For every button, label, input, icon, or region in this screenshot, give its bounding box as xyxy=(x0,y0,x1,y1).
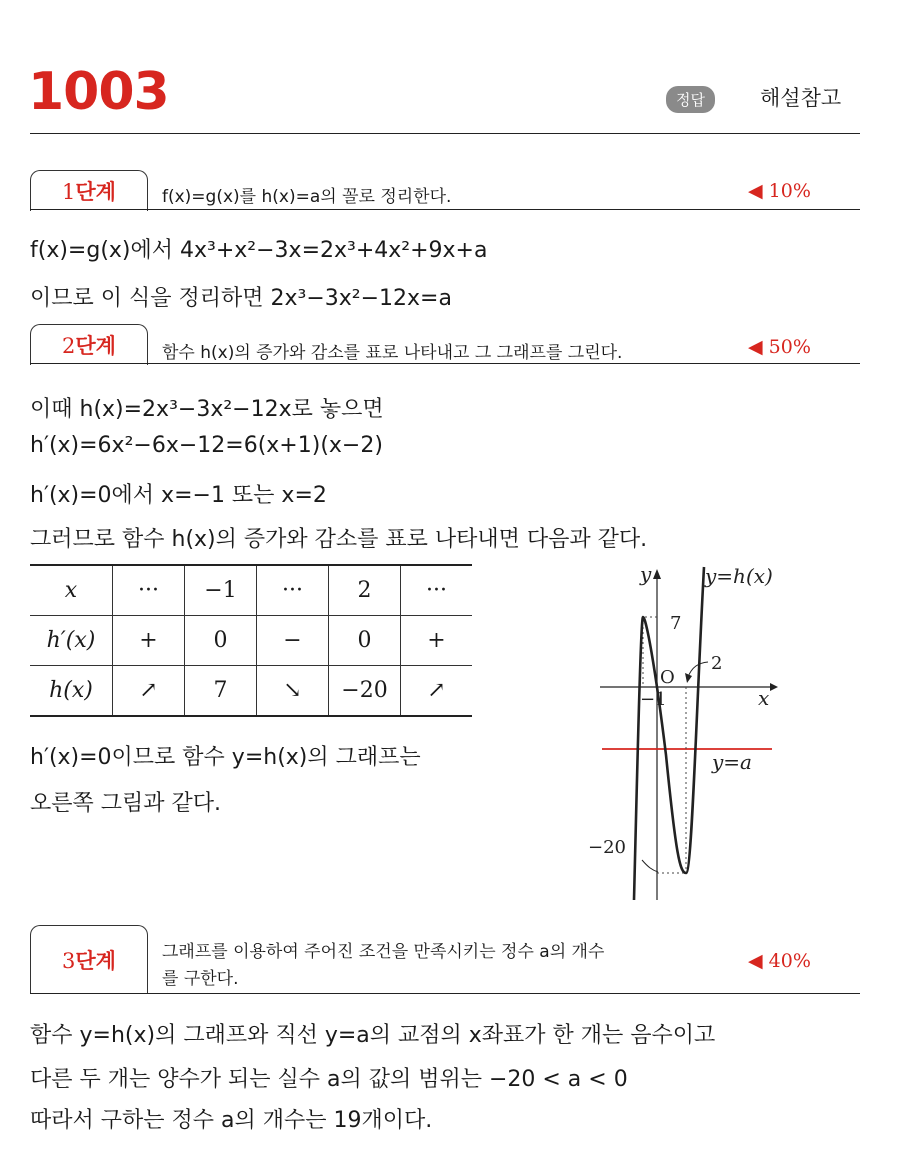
step1-line1: f(x)=g(x)에서 4x³+x²−3x=2x³+4x²+9x+a xyxy=(30,238,488,263)
step2-line1: 이때 h(x)=2x³−3x²−12x로 놓으면 xyxy=(30,397,384,422)
y-axis-arrow xyxy=(653,569,661,579)
step3-label: 3단계 xyxy=(62,949,116,973)
step2-label: 2단계 xyxy=(62,334,116,358)
step3-percent: ◀ 40% xyxy=(748,950,811,972)
table-cell: ··· xyxy=(113,565,185,616)
table-cell: h′(x) xyxy=(30,616,113,666)
variation-table xyxy=(30,564,472,717)
table-cell: ↗ xyxy=(401,666,473,717)
step2-label-box xyxy=(30,324,148,365)
step1-percent: ◀ 10% xyxy=(748,180,811,202)
step2-after-line2: 오른쪽 그림과 같다. xyxy=(30,791,221,816)
step1-description: f(x)=g(x)를 h(x)=a의 꼴로 정리한다. xyxy=(162,187,452,207)
table-cell: − xyxy=(257,616,329,666)
curve-label: y=h(x) xyxy=(705,564,773,588)
table-cell: 0 xyxy=(185,616,257,666)
answer-text: 해설참고 xyxy=(760,86,842,110)
min-value-label: −20 xyxy=(588,837,626,858)
answer-badge: 정답 xyxy=(666,86,715,113)
table-cell: + xyxy=(113,616,185,666)
step3-description-line1: 그래프를 이용하여 주어진 조건을 만족시키는 정수 a의 개수 xyxy=(162,942,605,962)
x-minus1-label: −1 xyxy=(640,689,667,710)
origin-label: O xyxy=(660,667,675,688)
table-cell: ··· xyxy=(257,565,329,616)
step3-label-box xyxy=(30,925,148,994)
step2-line2: h′(x)=6x²−6x−12=6(x+1)(x−2) xyxy=(30,433,383,458)
step3-divider xyxy=(30,993,860,994)
step3-line2: 다른 두 개는 양수가 되는 실수 a의 값의 범위는 −20 < a < 0 xyxy=(30,1067,628,1092)
table-row xyxy=(30,616,472,666)
table-cell: ↗ xyxy=(113,666,185,717)
problem-number: 1003 xyxy=(28,62,169,122)
table-cell: −1 xyxy=(185,565,257,616)
step2-line3: h′(x)=0에서 x=−1 또는 x=2 xyxy=(30,483,327,508)
table-cell: ↘ xyxy=(257,666,329,717)
step2-divider xyxy=(30,363,860,364)
table-cell: x xyxy=(30,565,113,616)
curve-h xyxy=(634,567,704,900)
step1-divider xyxy=(30,209,860,210)
table-row xyxy=(30,565,472,616)
line-label: y=a xyxy=(712,750,752,774)
table-cell: ··· xyxy=(401,565,473,616)
table-cell: 0 xyxy=(329,616,401,666)
step3-line1: 함수 y=h(x)의 그래프와 직선 y=a의 교점의 x좌표가 한 개는 음수이고 xyxy=(30,1023,716,1048)
function-graph xyxy=(580,555,870,905)
table-cell: + xyxy=(401,616,473,666)
step2-percent: ◀ 50% xyxy=(748,336,811,358)
label-arrow xyxy=(642,860,658,872)
step1-label-box xyxy=(30,170,148,211)
step1-label: 1단계 xyxy=(62,180,116,204)
x-axis-arrow xyxy=(770,683,778,691)
step3-line3: 따라서 구하는 정수 a의 개수는 19개이다. xyxy=(30,1108,433,1133)
max-value-label: 7 xyxy=(670,613,682,634)
x-2-label: 2 xyxy=(711,653,723,674)
table-row xyxy=(30,666,472,717)
x-axis-label: x xyxy=(758,686,770,710)
table-cell: 7 xyxy=(185,666,257,717)
label-arrow-head xyxy=(685,673,692,683)
step1-line2: 이므로 이 식을 정리하면 2x³−3x²−12x=a xyxy=(30,286,452,311)
y-axis-label: y xyxy=(640,562,652,586)
table-cell: h(x) xyxy=(30,666,113,717)
step2-description: 함수 h(x)의 증가와 감소를 표로 나타내고 그 그래프를 그린다. xyxy=(162,343,623,363)
step2-after-line1: h′(x)=0이므로 함수 y=h(x)의 그래프는 xyxy=(30,745,421,770)
header-divider xyxy=(30,133,860,134)
table-cell: 2 xyxy=(329,565,401,616)
step2-line4: 그러므로 함수 h(x)의 증가와 감소를 표로 나타내면 다음과 같다. xyxy=(30,527,648,552)
table-cell: −20 xyxy=(329,666,401,717)
step3-description-line2: 를 구한다. xyxy=(162,969,239,989)
